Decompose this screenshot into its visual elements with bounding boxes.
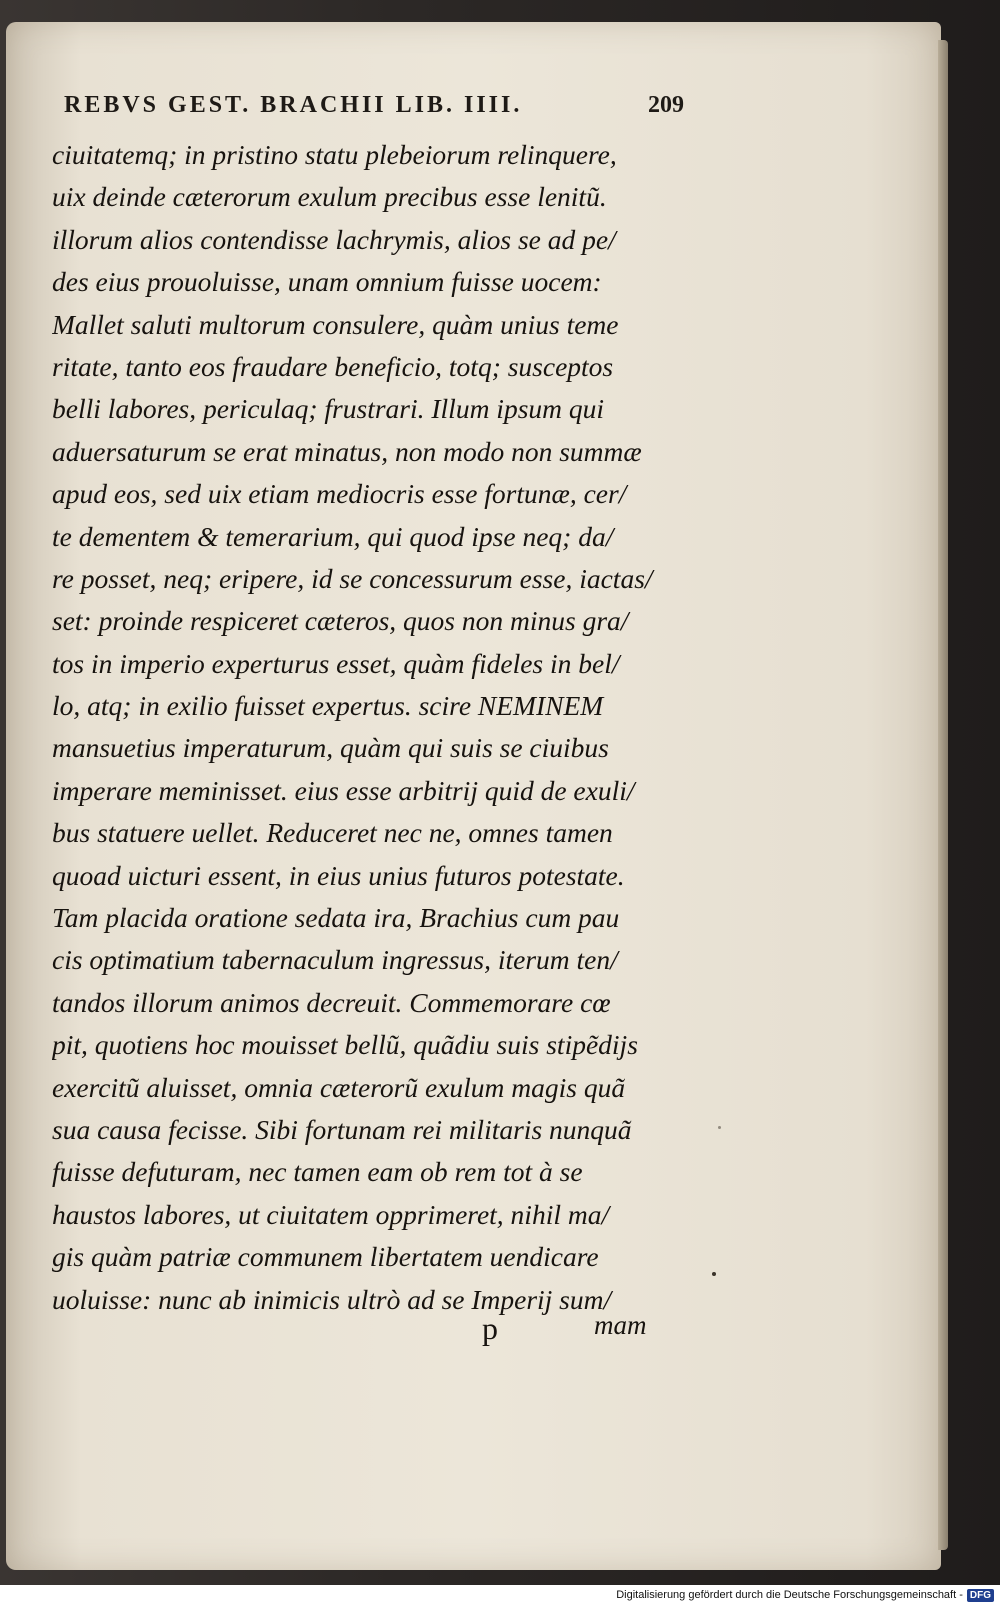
- text-line: mansuetius imperaturum, quàm qui suis se ciuibus: [52, 732, 609, 764]
- book-page: [6, 22, 941, 1570]
- ink-speck: [718, 1126, 721, 1129]
- page-number: 209: [648, 92, 684, 118]
- text-line: sua causa fecisse. Sibi fortunam rei militaris nunquã: [52, 1113, 632, 1145]
- text-line: fuisse defuturam, nec tamen eam ob rem tot à se: [52, 1156, 583, 1188]
- text-line: aduersaturum se erat minatus, non modo non summæ: [52, 435, 642, 467]
- text-block: [52, 134, 692, 1321]
- text-line: te dementem & temerarium, qui quod ipse neq; da/: [52, 520, 614, 552]
- text-line: Tam placida oratione sedata ira, Brachius cum pau: [52, 902, 620, 934]
- running-head: [64, 92, 684, 119]
- page-edge: [938, 40, 948, 1550]
- text-line: des eius prouoluisse, unam omnium fuisse uocem:: [52, 266, 602, 298]
- text-line: apud eos, sed uix etiam mediocris esse fortunæ, cer/: [52, 478, 627, 510]
- text-line: uoluisse: nunc ab inimicis ultrò ad se Imperij sum/: [52, 1283, 612, 1315]
- text-line: haustos labores, ut ciuitatem opprimeret, nihil ma/: [52, 1198, 610, 1230]
- signature-mark: p: [482, 1310, 498, 1346]
- text-line: re posset, neq; eripere, id se concessurum esse, iactas/: [52, 562, 653, 594]
- footer-bar: [0, 1585, 1000, 1605]
- text-line: ciuitatemq; in pristino statu plebeiorum relinquere,: [52, 139, 617, 170]
- text-line: pit, quotiens hoc mouisset bellũ, quãdiu suis stipẽdijs: [52, 1029, 638, 1061]
- text-line: exercitũ aluisset, omnia cæterorũ exulum magis quã: [52, 1071, 626, 1103]
- text-line: imperare meminisset. eius esse arbitrij quid de exuli/: [52, 774, 635, 806]
- text-line: quoad uicturi essent, in eius unius futuros potestate.: [52, 859, 625, 891]
- text-line: Mallet saluti multorum consulere, quàm unius teme: [52, 308, 619, 340]
- text-line: cis optimatium tabernaculum ingressus, iterum ten/: [52, 944, 618, 976]
- ink-speck: [712, 1272, 716, 1276]
- text-line: tos in imperio experturus esset, quàm fideles in bel/: [52, 647, 620, 679]
- text-line: uix deinde cæterorum exulum precibus esse lenitũ.: [52, 181, 607, 213]
- running-head-title: REBVS GEST. BRACHII LIB. IIII.: [64, 92, 523, 118]
- catchword: mam: [594, 1310, 647, 1340]
- text-line: bus statuere uellet. Reduceret nec ne, omnes tamen: [52, 817, 613, 849]
- text-line: tandos illorum animos decreuit. Commemorare cœ: [52, 986, 611, 1018]
- text-line: belli labores, periculaq; frustrari. Illum ipsum qui: [52, 393, 605, 425]
- text-line: set: proinde respiceret cæteros, quos non minus gra/: [52, 605, 629, 637]
- dfg-logo-icon: DFG: [967, 1589, 994, 1602]
- funding-credit: Digitalisierung gefördert durch die Deutsche Forschungsgemeinschaft -: [616, 1589, 963, 1601]
- text-line: lo, atq; in exilio fuisset expertus. scire NEMINEM: [52, 690, 604, 722]
- text-line: gis quàm patriæ communem libertatem uendicare: [52, 1241, 599, 1273]
- text-line: illorum alios contendisse lachrymis, alios se ad pe/: [52, 223, 616, 255]
- text-line: ritate, tanto eos fraudare beneficio, totq; susceptos: [52, 350, 614, 382]
- page-foot: [6, 1310, 941, 1350]
